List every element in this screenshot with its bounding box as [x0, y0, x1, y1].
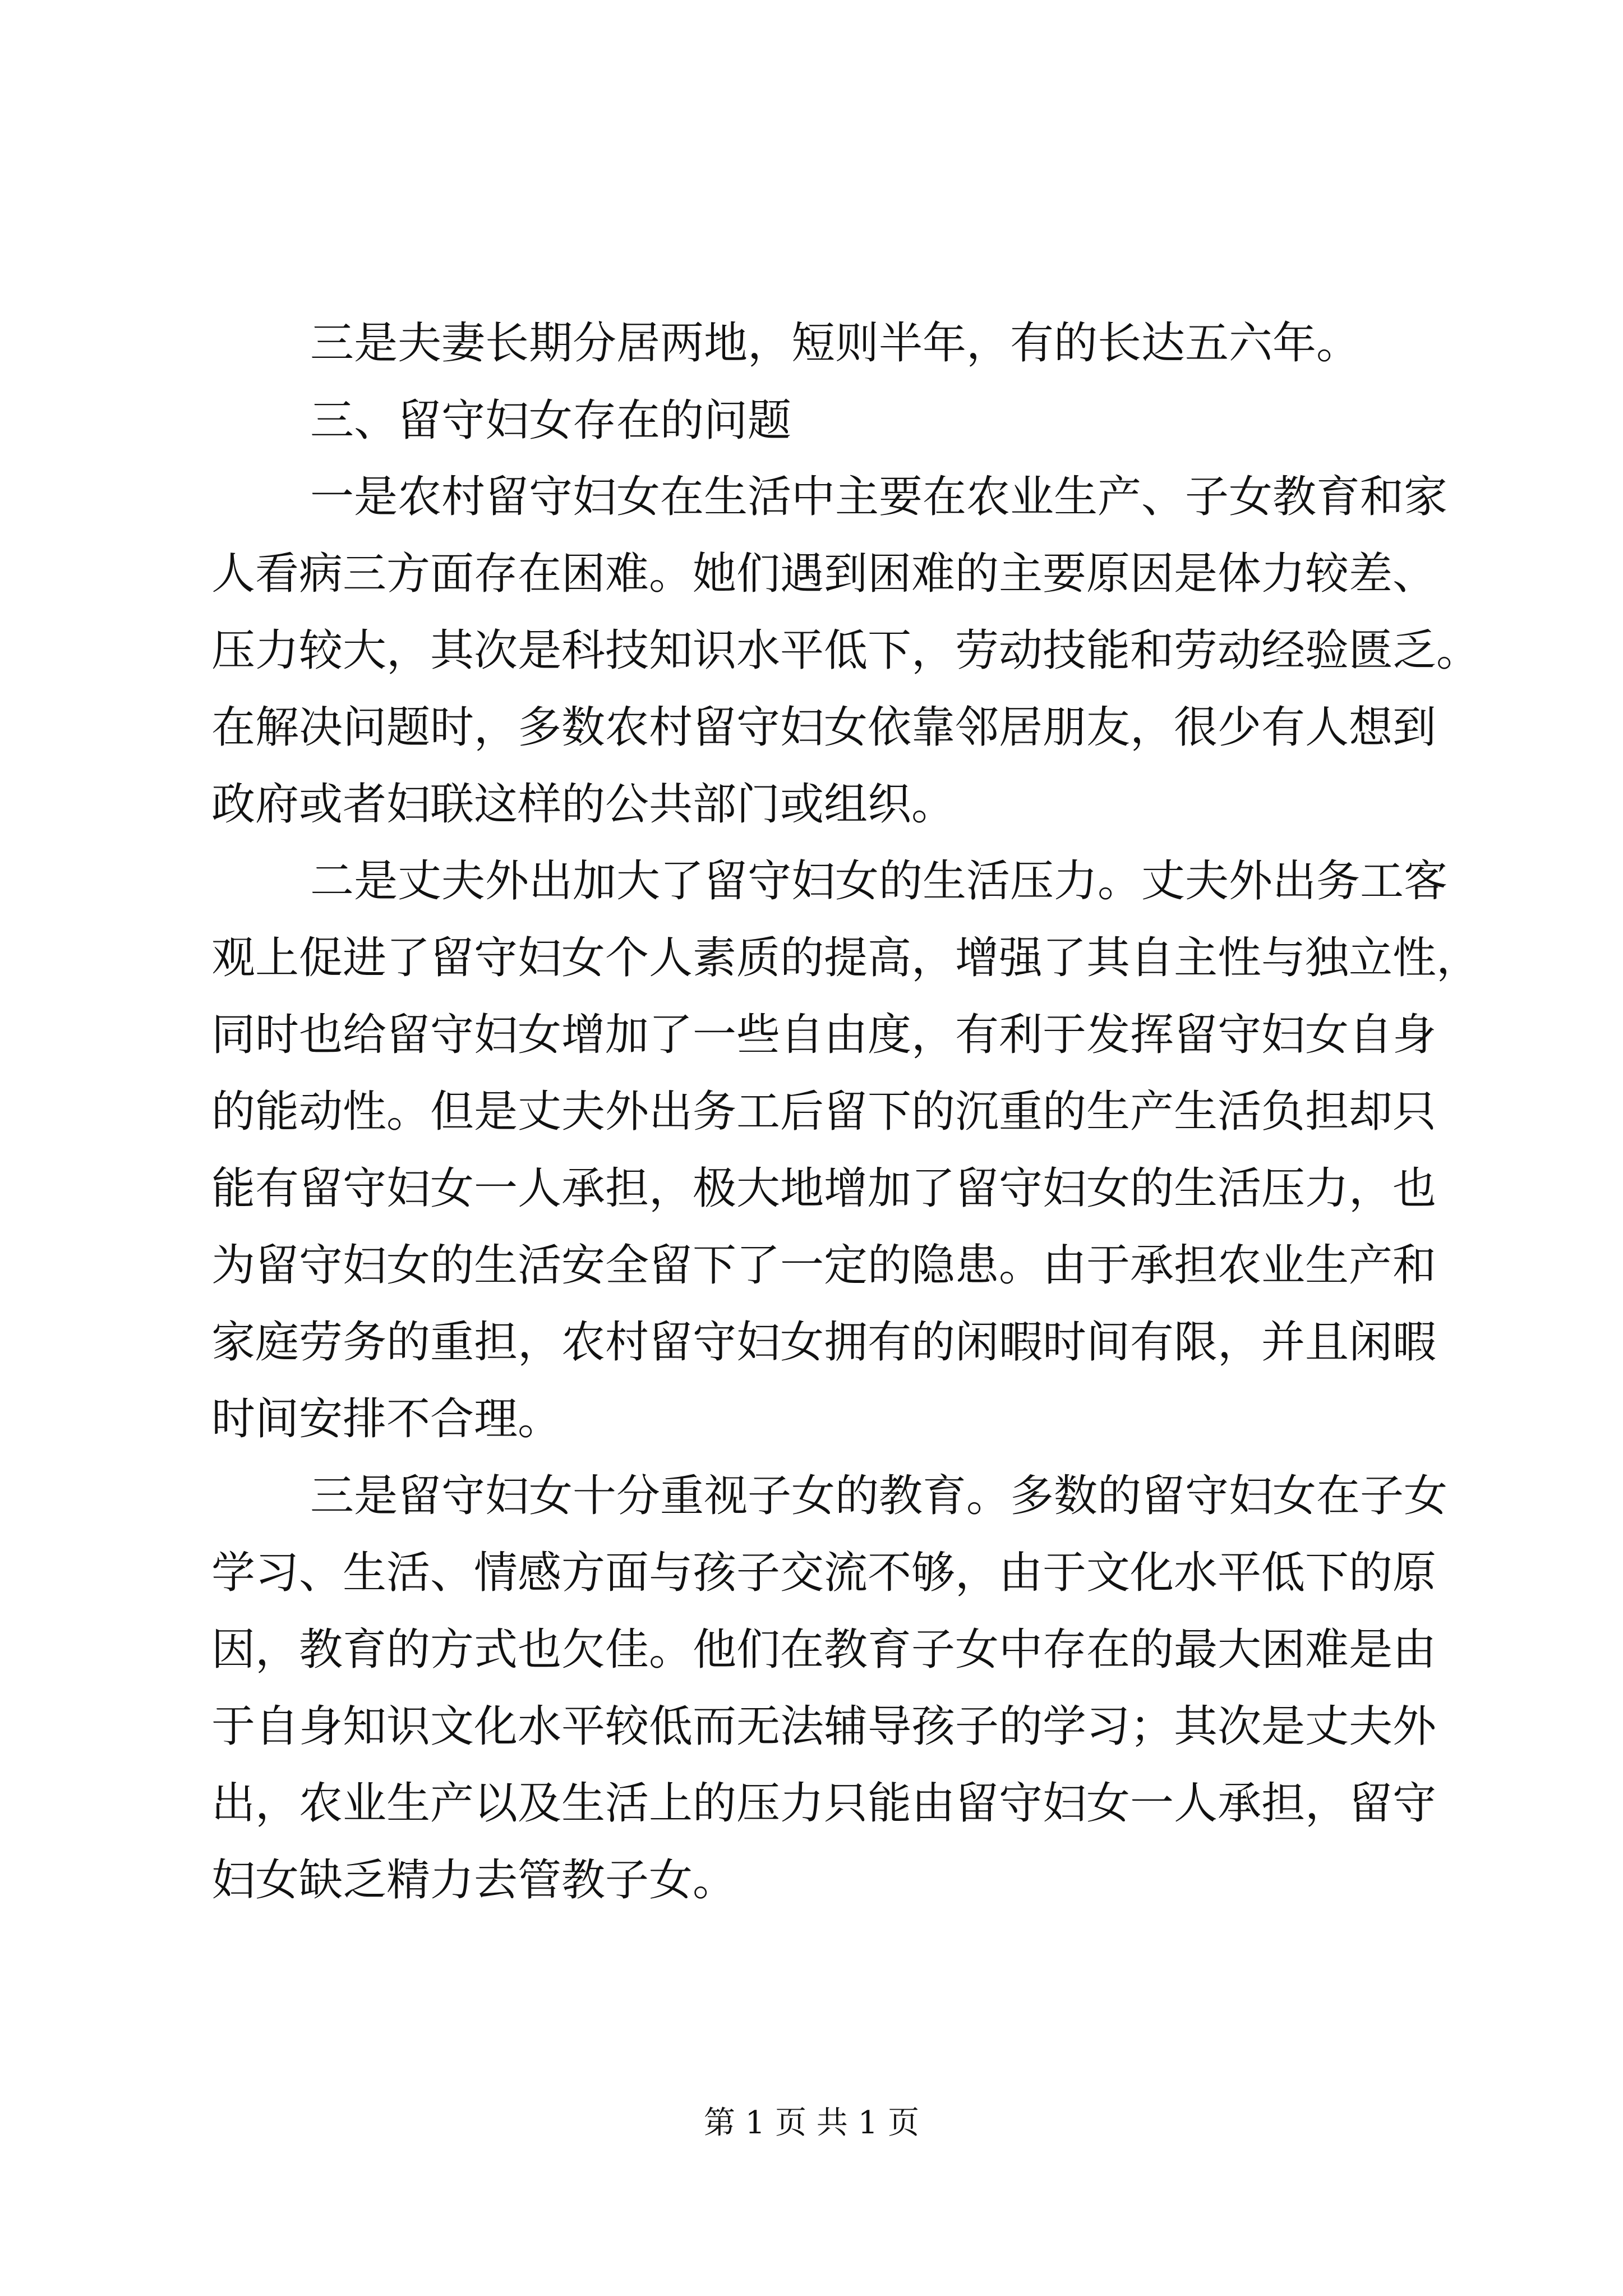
text-line: 的能动性。但是丈夫外出务工后留下的沉重的生产生活负担却只	[211, 1087, 1437, 1137]
text-line: 同时也给留守妇女增加了一些自由度，有利于发挥留守妇女自身	[211, 1010, 1437, 1060]
text-line: 三是留守妇女十分重视子女的教育。多数的留守妇女在子女	[310, 1471, 1448, 1521]
text-line: 家庭劳务的重担，农村留守妇女拥有的闲暇时间有限，并且闲暇	[211, 1317, 1437, 1368]
text-line: 于自身知识文化水平较低而无法辅导孩子的学习；其次是丈夫外	[211, 1701, 1437, 1752]
section-heading: 三、留守妇女存在的问题	[310, 395, 792, 446]
text-line: 人看病三方面存在困难。她们遇到困难的主要原因是体力较差、	[211, 549, 1437, 599]
text-line: 二是丈夫外出加大了留守妇女的生活压力。丈夫外出务工客	[310, 856, 1448, 907]
text-line: 妇女缺乏精力去管教子女。	[211, 1855, 737, 1906]
text-line: 时间安排不合理。	[211, 1394, 562, 1444]
text-line: 压力较大，其次是科技知识水平低下，劳动技能和劳动经验匮乏。	[211, 625, 1481, 676]
text-line: 在解决问题时，多数农村留守妇女依靠邻居朋友，很少有人想到	[211, 702, 1437, 753]
page-footer	[0, 2101, 1623, 2146]
text-line: 学习、生活、情感方面与孩子交流不够，由于文化水平低下的原	[211, 1548, 1437, 1598]
page-number-label: 第 1 页 共 1 页	[703, 2105, 920, 2141]
text-line: 一是农村留守妇女在生活中主要在农业生产、子女教育和家	[310, 472, 1448, 522]
text-line: 观上促进了留守妇女个人素质的提高，增强了其自主性与独立性，	[211, 933, 1481, 983]
text-line: 能有留守妇女一人承担，极大地增加了留守妇女的生活压力，也	[211, 1163, 1437, 1214]
text-line: 出，农业生产以及生活上的压力只能由留守妇女一人承担，留守	[211, 1778, 1437, 1829]
text-line: 三是夫妻长期分居两地，短则半年，有的长达五六年。	[310, 318, 1361, 369]
text-line: 因，教育的方式也欠佳。他们在教育子女中存在的最大困难是由	[211, 1625, 1437, 1675]
text-line: 政府或者妇联这样的公共部门或组织。	[211, 779, 956, 830]
text-line: 为留守妇女的生活安全留下了一定的隐患。由于承担农业生产和	[211, 1240, 1437, 1291]
